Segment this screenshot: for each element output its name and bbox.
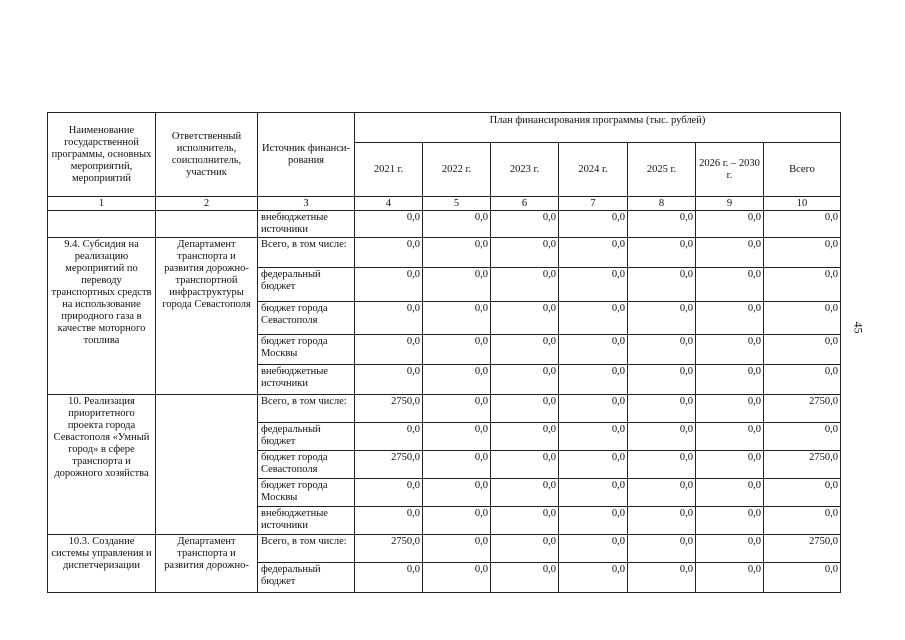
amount-cell: 0,0: [559, 507, 628, 535]
amount-cell: 0,0: [491, 507, 559, 535]
header-year: Всего: [764, 143, 841, 197]
amount-cell: 0,0: [423, 563, 491, 593]
amount-cell: 0,0: [696, 211, 764, 238]
amount-cell: 0,0: [423, 302, 491, 335]
amount-cell: 0,0: [423, 335, 491, 365]
table-row: [48, 535, 841, 563]
amount-cell: 0,0: [423, 535, 491, 563]
column-number: 2: [156, 197, 258, 211]
amount-cell: 0,0: [764, 365, 841, 395]
table-body: [48, 211, 841, 593]
header-year: 2025 г.: [628, 143, 696, 197]
header-year: 2026 г. – 2030 г.: [696, 143, 764, 197]
amount-cell: 0,0: [491, 423, 559, 451]
table-row: [48, 395, 841, 423]
amount-cell: 0,0: [491, 211, 559, 238]
amount-cell: 0,0: [423, 423, 491, 451]
amount-cell: 0,0: [764, 211, 841, 238]
amount-cell: 0,0: [764, 479, 841, 507]
amount-cell: 0,0: [559, 268, 628, 302]
amount-cell: 0,0: [423, 211, 491, 238]
amount-cell: 0,0: [628, 535, 696, 563]
table-row: [48, 211, 841, 238]
amount-cell: 0,0: [355, 563, 423, 593]
funding-source: бюджет города Москвы: [258, 479, 355, 507]
amount-cell: 0,0: [491, 238, 559, 268]
amount-cell: 0,0: [491, 268, 559, 302]
amount-cell: 2750,0: [764, 395, 841, 423]
amount-cell: 0,0: [355, 423, 423, 451]
executor: Департамент транспорта и развития дорожно-транспортной инфраструктуры города Севастополя: [156, 238, 258, 395]
funding-source: Всего, в том числе:: [258, 395, 355, 423]
header-year: 2023 г.: [491, 143, 559, 197]
activity-name: 10. Реализация приоритетного проекта города Севастополя «Умный город» в сфере транспорта и дорожного хозяйства: [48, 395, 156, 535]
amount-cell: 0,0: [764, 302, 841, 335]
amount-cell: 0,0: [559, 302, 628, 335]
amount-cell: 0,0: [628, 211, 696, 238]
amount-cell: 0,0: [628, 335, 696, 365]
amount-cell: 0,0: [423, 479, 491, 507]
amount-cell: 0,0: [355, 365, 423, 395]
header-name: Наименование государственной программы, основных мероприятий, мероприятий: [48, 113, 156, 197]
funding-source: внебюджетные источники: [258, 211, 355, 238]
amount-cell: 0,0: [696, 535, 764, 563]
amount-cell: 2750,0: [355, 451, 423, 479]
amount-cell: 0,0: [628, 302, 696, 335]
amount-cell: 0,0: [696, 365, 764, 395]
amount-cell: 0,0: [355, 507, 423, 535]
table-row: [48, 238, 841, 268]
amount-cell: 0,0: [559, 535, 628, 563]
amount-cell: 0,0: [559, 423, 628, 451]
funding-source: внебюджетные источники: [258, 365, 355, 395]
amount-cell: 0,0: [355, 302, 423, 335]
page-number: 45: [851, 321, 866, 334]
header-source: Источник финанси-рования: [258, 113, 355, 197]
amount-cell: 0,0: [423, 268, 491, 302]
column-number: 8: [628, 197, 696, 211]
executor: [156, 395, 258, 535]
header-year: 2024 г.: [559, 143, 628, 197]
amount-cell: 0,0: [355, 268, 423, 302]
funding-source: федеральный бюджет: [258, 563, 355, 593]
column-numbers-row: [48, 197, 841, 211]
amount-cell: 0,0: [628, 423, 696, 451]
amount-cell: 0,0: [628, 479, 696, 507]
column-number: 10: [764, 197, 841, 211]
amount-cell: 0,0: [559, 335, 628, 365]
amount-cell: 0,0: [559, 238, 628, 268]
column-number: 4: [355, 197, 423, 211]
column-number: 5: [423, 197, 491, 211]
activity-name: 9.4. Субсидия на реализацию мероприятий по переводу транспортных средств на использование природного газа в качестве моторного топлива: [48, 238, 156, 395]
column-number: 7: [559, 197, 628, 211]
amount-cell: 0,0: [491, 451, 559, 479]
amount-cell: 0,0: [559, 479, 628, 507]
amount-cell: 0,0: [491, 395, 559, 423]
amount-cell: 0,0: [355, 335, 423, 365]
amount-cell: 0,0: [423, 395, 491, 423]
amount-cell: 0,0: [764, 238, 841, 268]
amount-cell: 0,0: [696, 507, 764, 535]
amount-cell: 0,0: [696, 395, 764, 423]
amount-cell: 0,0: [696, 238, 764, 268]
executor: Департамент транспорта и развития дорожно-: [156, 535, 258, 593]
funding-source: федеральный бюджет: [258, 423, 355, 451]
header-year: 2022 г.: [423, 143, 491, 197]
amount-cell: 0,0: [696, 423, 764, 451]
amount-cell: 2750,0: [355, 535, 423, 563]
column-number: 6: [491, 197, 559, 211]
amount-cell: 0,0: [764, 507, 841, 535]
header-executor: Ответственный исполнитель, соисполнитель, участник: [156, 113, 258, 197]
amount-cell: 2750,0: [355, 395, 423, 423]
column-number: 3: [258, 197, 355, 211]
amount-cell: 0,0: [696, 268, 764, 302]
header-year: 2021 г.: [355, 143, 423, 197]
amount-cell: 0,0: [355, 479, 423, 507]
funding-source: внебюджетные источники: [258, 507, 355, 535]
amount-cell: 0,0: [764, 268, 841, 302]
amount-cell: 0,0: [696, 479, 764, 507]
amount-cell: 0,0: [628, 395, 696, 423]
amount-cell: 0,0: [423, 238, 491, 268]
amount-cell: 0,0: [764, 563, 841, 593]
column-number: 1: [48, 197, 156, 211]
amount-cell: 0,0: [764, 335, 841, 365]
amount-cell: 0,0: [559, 211, 628, 238]
amount-cell: 0,0: [491, 535, 559, 563]
amount-cell: 0,0: [628, 451, 696, 479]
executor: [156, 211, 258, 238]
financing-table: [47, 112, 841, 593]
amount-cell: 0,0: [423, 507, 491, 535]
amount-cell: 0,0: [696, 451, 764, 479]
amount-cell: 0,0: [628, 365, 696, 395]
column-number: 9: [696, 197, 764, 211]
funding-source: бюджет города Севастополя: [258, 302, 355, 335]
amount-cell: 0,0: [423, 365, 491, 395]
amount-cell: 0,0: [559, 451, 628, 479]
funding-source: бюджет города Москвы: [258, 335, 355, 365]
amount-cell: 0,0: [559, 395, 628, 423]
amount-cell: 2750,0: [764, 535, 841, 563]
activity-name: [48, 211, 156, 238]
funding-source: бюджет города Севастополя: [258, 451, 355, 479]
amount-cell: 0,0: [491, 365, 559, 395]
amount-cell: 0,0: [628, 507, 696, 535]
amount-cell: 0,0: [628, 563, 696, 593]
amount-cell: 0,0: [491, 302, 559, 335]
amount-cell: 2750,0: [764, 451, 841, 479]
amount-cell: 0,0: [491, 335, 559, 365]
amount-cell: 0,0: [764, 423, 841, 451]
amount-cell: 0,0: [628, 268, 696, 302]
amount-cell: 0,0: [696, 302, 764, 335]
header-plan: План финансирования программы (тыс. рублей): [355, 113, 841, 143]
amount-cell: 0,0: [559, 365, 628, 395]
funding-source: Всего, в том числе:: [258, 238, 355, 268]
funding-source: Всего, в том числе:: [258, 535, 355, 563]
amount-cell: 0,0: [491, 563, 559, 593]
funding-source: федеральный бюджет: [258, 268, 355, 302]
amount-cell: 0,0: [559, 563, 628, 593]
amount-cell: 0,0: [696, 563, 764, 593]
amount-cell: 0,0: [491, 479, 559, 507]
amount-cell: 0,0: [628, 238, 696, 268]
amount-cell: 0,0: [423, 451, 491, 479]
activity-name: 10.3. Создание системы управления и диспетчеризации: [48, 535, 156, 593]
amount-cell: 0,0: [696, 335, 764, 365]
amount-cell: 0,0: [355, 238, 423, 268]
amount-cell: 0,0: [355, 211, 423, 238]
table-header: [48, 113, 841, 211]
